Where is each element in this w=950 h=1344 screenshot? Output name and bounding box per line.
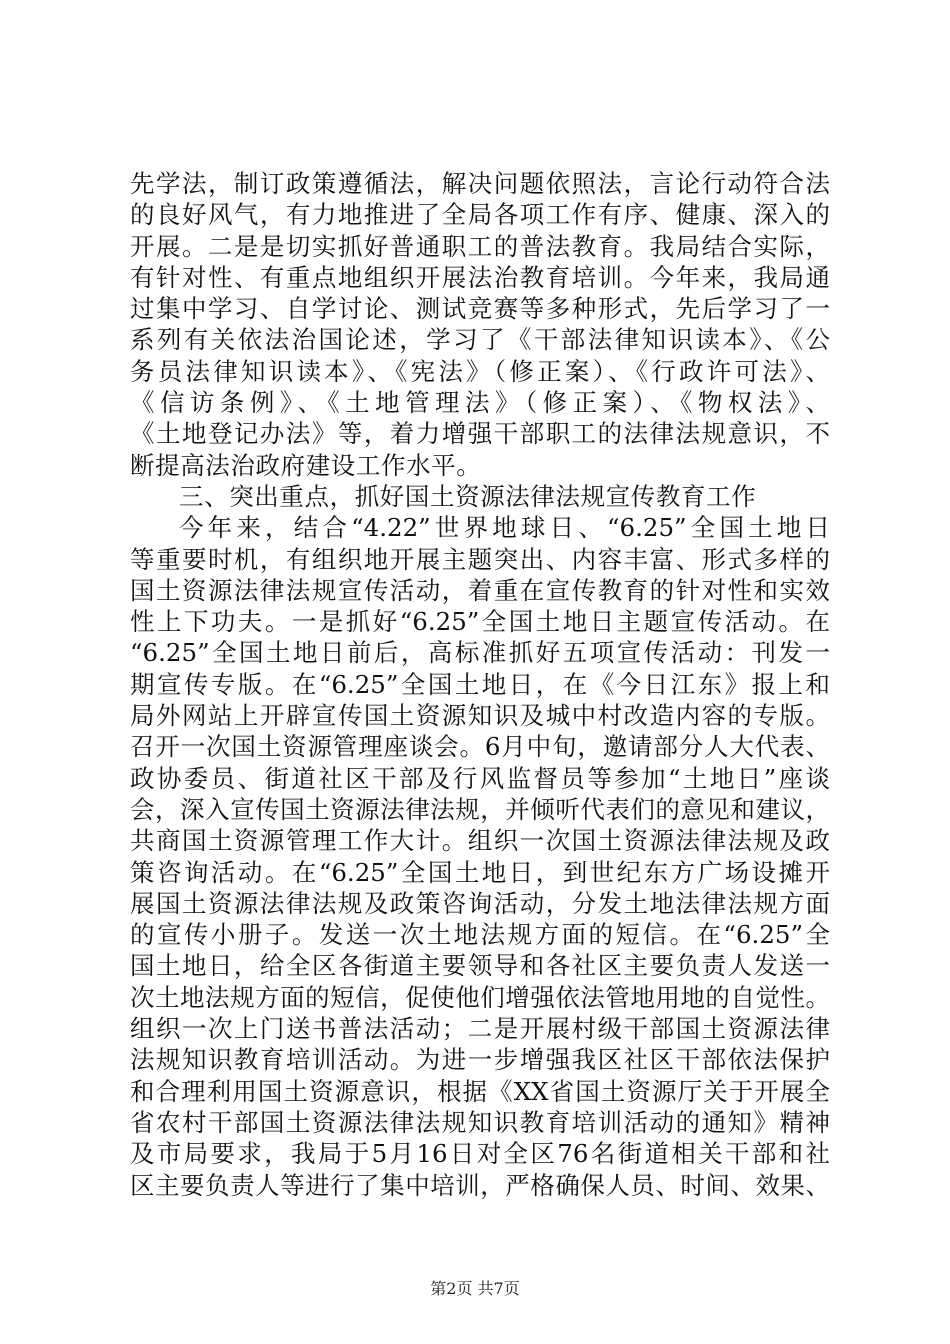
text-line: 召开一次国土资源管理座谈会。6月中旬，邀请部分人大代表、 [130,732,830,762]
text-line: 展国土资源法律法规及政策咨询活动，分发土地法律法规方面 [130,888,830,918]
text-line: 有针对性、有重点地组织开展法治教育培训。今年来，我局通 [130,262,830,292]
text-line: 区主要负责人等进行了集中培训，严格确保人员、时间、效果、 [130,1170,830,1200]
text-line: 性上下功夫。一是抓好“6.25”全国土地日主题宣传活动。在 [130,607,830,637]
text-line: 等重要时机，有组织地开展主题突出、内容丰富、形式多样的 [130,544,830,574]
text-line: 法规知识教育培训活动。为进一步增强我区社区干部依法保护 [130,1045,830,1075]
text-line: 断提高法治政府建设工作水平。 [130,450,482,480]
text-line: 及市局要求，我局于5月16日对全区76名街道相关干部和社 [130,1139,830,1169]
text-line: 政协委员、街道社区干部及行风监督员等参加“土地日”座谈 [130,763,830,793]
text-line: 和合理利用国土资源意识，根据《XX省国土资源厅关于开展全 [130,1076,830,1106]
text-line: 次土地法规方面的短信，促使他们增强依法管地用地的自觉性。 [130,982,830,1012]
text-line: 局外网站上开辟宣传国土资源知识及城中村改造内容的专版。 [130,701,830,731]
text-line: 先学法，制订政策遵循法，解决问题依照法，言论行动符合法 [130,169,830,198]
section-heading: 三、突出重点，抓好国土资源法律法规宣传教育工作 [179,481,757,511]
text-line: 务员法律知识读本》、《宪法》（修正案）、《行政许可法》、 [130,356,830,386]
text-line: 共商国土资源管理工作大计。组织一次国土资源法律法规及政 [130,826,830,856]
text-line: 国土资源法律法规宣传活动，着重在宣传教育的针对性和实效 [130,575,830,605]
text-line: 会，深入宣传国土资源法律法规，并倾听代表们的意见和建议， [130,794,830,824]
text-line: 策咨询活动。在“6.25”全国土地日，到世纪东方广场设摊开 [130,857,830,887]
text-line: 期宣传专版。在“6.25”全国土地日，在《今日江东》报上和 [130,669,830,699]
text-line: “6.25”全国土地日前后，高标准抓好五项宣传活动：刊发一 [130,638,830,668]
text-line: 今年来，结合“4.22”世界地球日、“6.25”全国土地日 [179,513,830,543]
text-line: 开展。二是是切实抓好普通职工的普法教育。我局结合实际， [130,231,830,261]
text-line: 的宣传小册子。发送一次土地法规方面的短信。在“6.25”全 [130,920,830,950]
text-line: 省农村干部国土资源法律法规知识教育培训活动的通知》精神 [130,1107,830,1137]
text-line: 《信访条例》、《土地管理法》（修正案）、《物权法》、 [130,388,830,418]
text-line: 的良好风气，有力地推进了全局各项工作有序、健康、深入的 [130,200,830,230]
text-line: 系列有关依法治国论述，学习了《干部法律知识读本》、《公 [130,325,830,355]
text-line: 《土地登记办法》等，着力增强干部职工的法律法规意识，不 [130,419,830,449]
body-text [130,168,830,1201]
page-number: 第2页 共7页 [430,1279,520,1298]
text-line: 国土地日，给全区各街道主要领导和各社区主要负责人发送一 [130,951,830,981]
text-line: 过集中学习、自学讨论、测试竞赛等多种形式，先后学习了一 [130,294,830,324]
text-line: 组织一次上门送书普法活动；二是开展村级干部国土资源法律 [130,1014,830,1044]
